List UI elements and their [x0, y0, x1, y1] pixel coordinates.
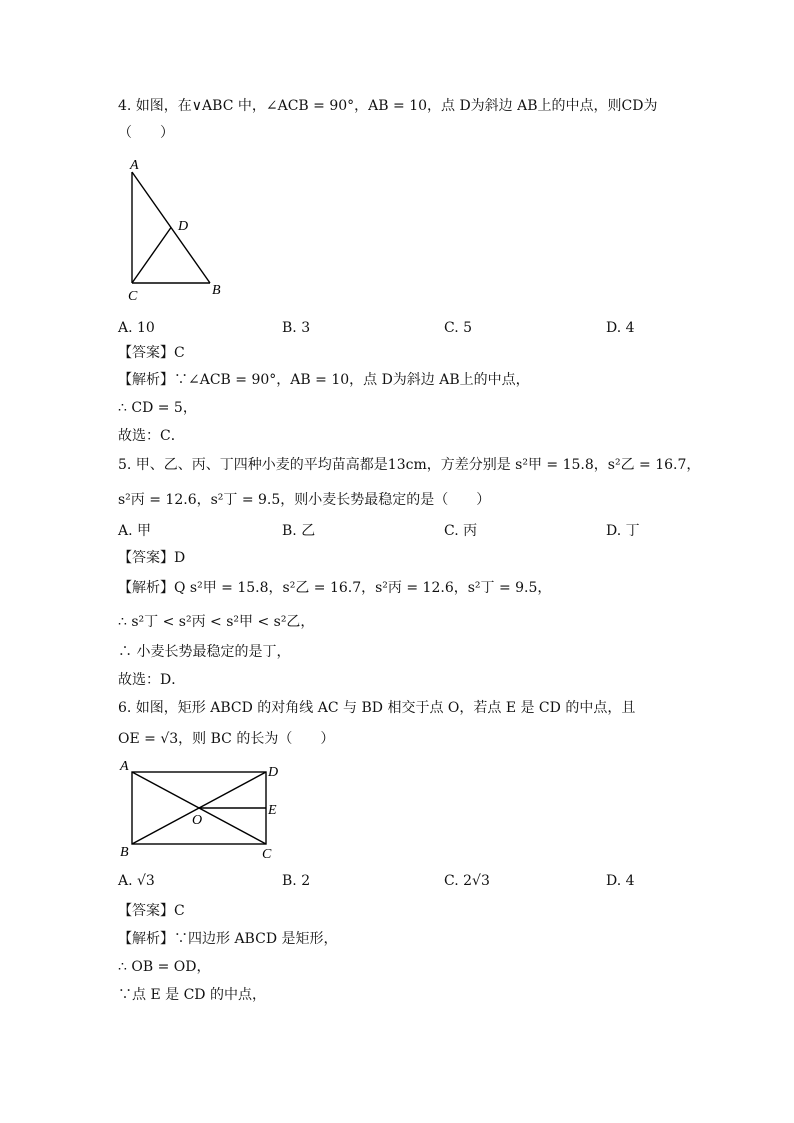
q6-label-b: B [120, 845, 129, 860]
q6-label-o: O [192, 813, 203, 828]
q4-option-a: A. 10 [118, 320, 155, 336]
q6-option-a: A. √3 [118, 873, 155, 889]
q6-option-c: C. 2√3 [444, 873, 490, 889]
q4-label-d: D [178, 219, 189, 234]
q4-label-c: C [128, 289, 138, 304]
q4-option-c: C. 5 [444, 320, 473, 336]
q5-stem-line1: 5. 甲、乙、丙、丁四种小麦的平均苗高都是13cm，方差分别是 s²甲 = 15.8，s²乙 = 16.7， [118, 457, 701, 473]
q4-option-d: D. 4 [606, 320, 635, 336]
q4-answer: 【答案】C [118, 345, 185, 361]
q6-rectangle-figure [112, 756, 292, 866]
q4-stem-line1: 4. 如图，在∨ABC 中，∠ACB = 90°，AB = 10，点 D为斜边 AB上的中点，则CD为 [118, 98, 658, 114]
q5-analysis-line1: 【解析】Q s²甲 = 15.8，s²乙 = 16.7，s²丙 = 12.6，s²丁 = 9.5， [118, 580, 552, 596]
q6-stem-line2: OE = √3，则 BC 的长为（ ） [118, 731, 335, 747]
q4-analysis-line1: 【解析】∵∠ACB = 90°，AB = 10，点 D为斜边 AB上的中点， [118, 372, 530, 388]
q4-option-b: B. 3 [282, 320, 311, 336]
q4-stem-line2: （ ） [118, 125, 174, 141]
q6-analysis-line3: ∵点 E 是 CD 的中点， [118, 987, 266, 1003]
q6-analysis-line1: 【解析】∵四边形 ABCD 是矩形， [118, 931, 338, 947]
q5-analysis-line4: 故选：D． [118, 672, 186, 688]
q6-label-a: A [120, 759, 129, 774]
q5-option-d: D. 丁 [606, 523, 640, 539]
q6-label-c: C [262, 847, 272, 862]
q5-option-a: A. 甲 [118, 523, 152, 539]
q6-label-d: D [268, 765, 279, 780]
q6-answer: 【答案】C [118, 903, 185, 919]
q4-label-b: B [212, 283, 221, 298]
q5-answer: 【答案】D [118, 550, 186, 566]
q6-analysis-line2: ∴ OB = OD， [118, 959, 211, 975]
q5-option-c: C. 丙 [444, 523, 478, 539]
q6-label-e: E [268, 803, 277, 818]
q4-label-a: A [130, 158, 139, 173]
q4-analysis-line3: 故选：C． [118, 428, 185, 444]
q5-stem-line2: s²丙 = 12.6，s²丁 = 9.5，则小麦长势最稳定的是（ ） [118, 492, 491, 508]
q5-analysis-line2: ∴ s²丁 < s²丙 < s²甲 < s²乙， [118, 614, 315, 630]
q4-analysis-line2: ∴ CD = 5， [118, 400, 197, 416]
q6-option-d: D. 4 [606, 873, 635, 889]
q4-triangle-figure [118, 152, 238, 308]
q5-option-b: B. 乙 [282, 523, 316, 539]
q5-analysis-line3: ∴ 小麦长势最稳定的是丁， [118, 644, 291, 660]
q6-option-b: B. 2 [282, 873, 311, 889]
q6-stem-line1: 6. 如图，矩形 ABCD 的对角线 AC 与 BD 相交于点 O，若点 E 是 CD 的中点，且 [118, 700, 636, 716]
